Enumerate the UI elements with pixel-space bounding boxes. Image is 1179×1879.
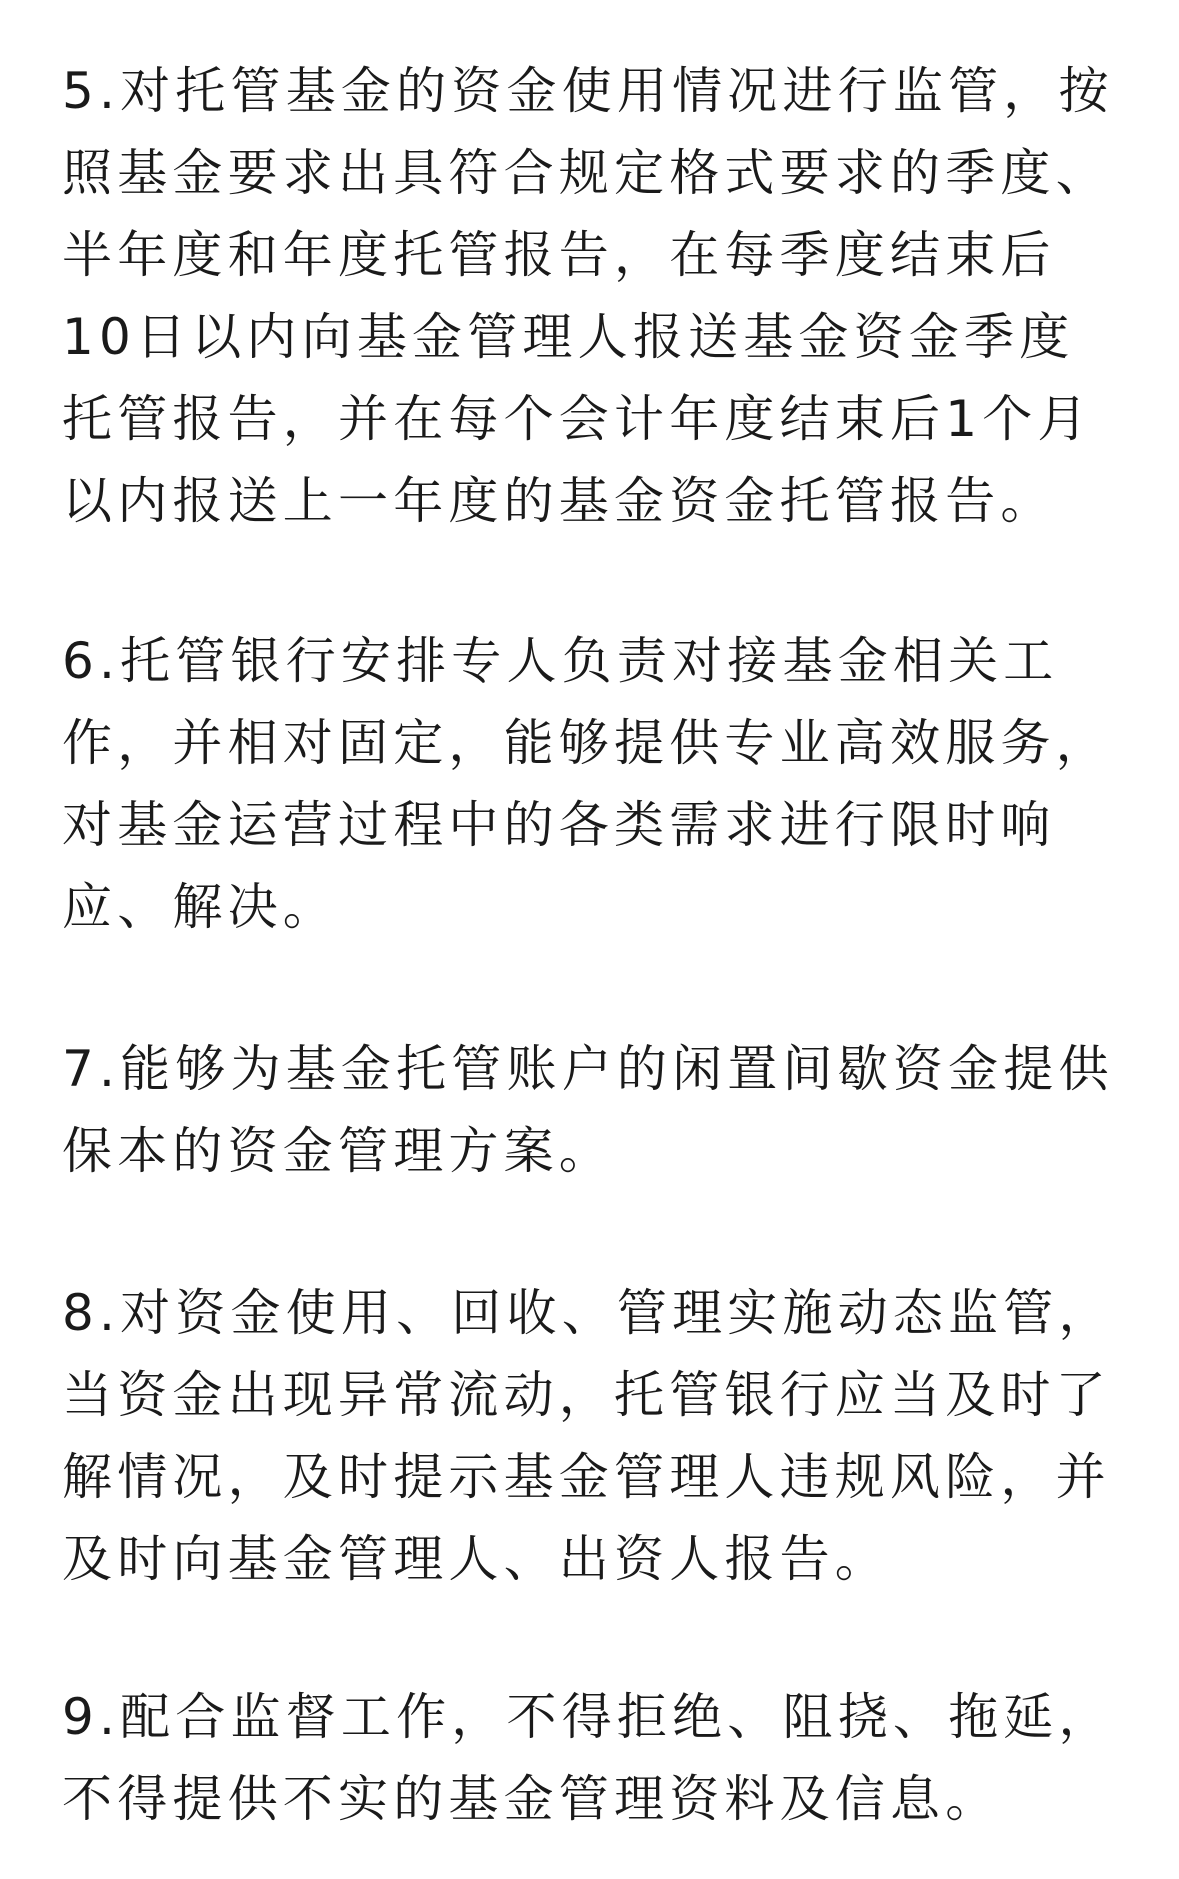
paragraph-line: 以内报送上一年度的基金资金托管报告。 [62, 472, 1056, 530]
paragraph-line: 应、解决。 [62, 878, 338, 936]
paragraph-line: 作，并相对固定，能够提供专业高效服务， [62, 714, 1111, 772]
paragraph-item-9 [62, 1676, 1142, 1840]
paragraph-line: 保本的资金管理方案。 [62, 1122, 614, 1180]
paragraph-item-7 [62, 1028, 1142, 1192]
paragraph-line: 8.对资金使用、回收、管理实施动态监管， [62, 1284, 1114, 1342]
paragraph-line: 10日以内向基金管理人报送基金资金季度 [62, 308, 1075, 366]
paragraph-line: 解情况，及时提示基金管理人违规风险，并 [62, 1448, 1111, 1506]
paragraph-line: 不得提供不实的基金管理资料及信息。 [62, 1770, 1001, 1828]
paragraph-line: 当资金出现异常流动，托管银行应当及时了 [62, 1366, 1111, 1424]
paragraph-item-5 [62, 50, 1142, 542]
paragraph-item-6 [62, 620, 1142, 948]
paragraph-line: 对基金运营过程中的各类需求进行限时响 [62, 796, 1056, 854]
paragraph-line: 及时向基金管理人、出资人报告。 [62, 1530, 890, 1588]
paragraph-line: 照基金要求出具符合规定格式要求的季度、 [62, 144, 1111, 202]
paragraph-item-8 [62, 1272, 1142, 1600]
paragraph-line: 托管报告，并在每个会计年度结束后1个月 [62, 390, 1093, 448]
paragraph-line: 7.能够为基金托管账户的闲置间歇资金提供 [62, 1040, 1114, 1098]
paragraph-line: 5.对托管基金的资金使用情况进行监管，按 [62, 62, 1114, 120]
paragraph-line: 6.托管银行安排专人负责对接基金相关工 [62, 632, 1059, 690]
paragraph-line: 9.配合监督工作，不得拒绝、阻挠、拖延， [62, 1688, 1114, 1746]
paragraph-line: 半年度和年度托管报告，在每季度结束后 [62, 226, 1056, 284]
